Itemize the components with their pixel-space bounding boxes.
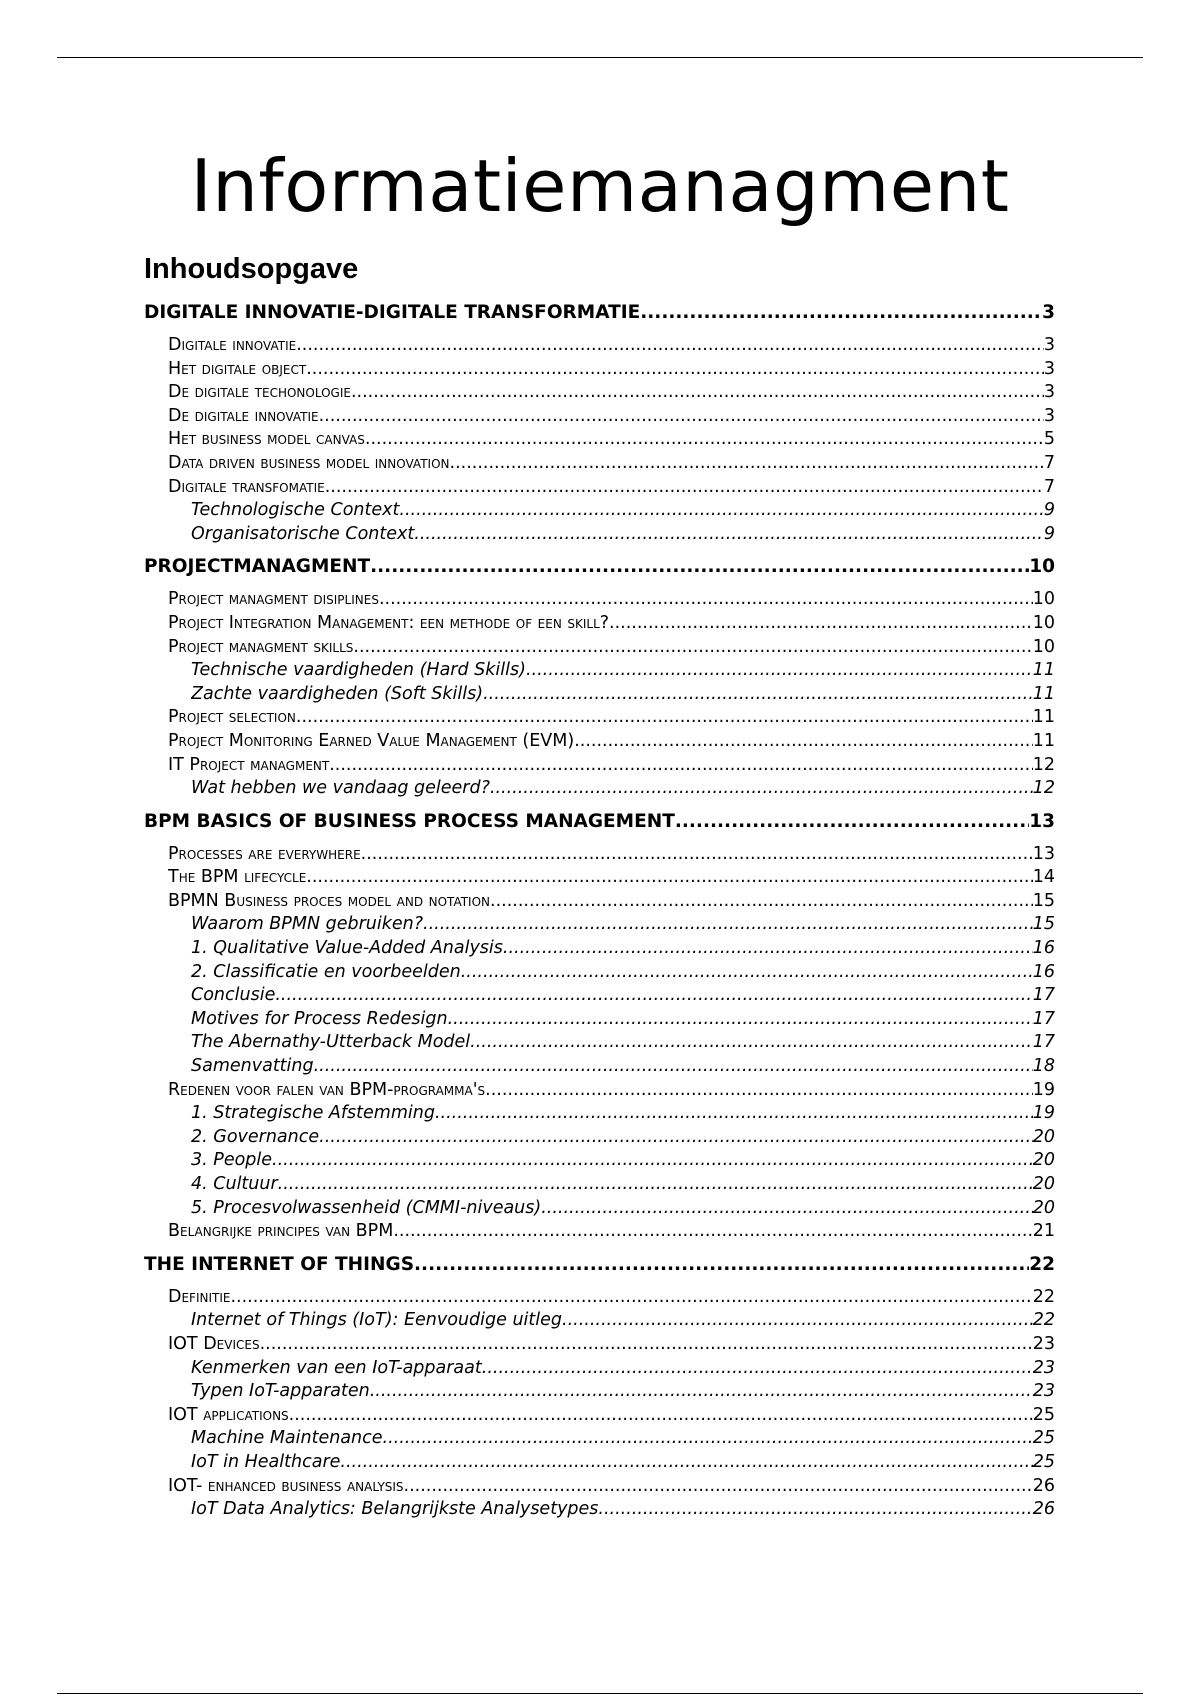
toc-subsubsection-entry[interactable]	[191, 984, 1055, 1008]
toc-subsection-entry[interactable]	[168, 452, 1055, 476]
toc-dot-leader	[370, 552, 1029, 582]
toc-dot-leader	[306, 358, 1044, 382]
toc-entry-page-number: 12	[1032, 778, 1055, 799]
toc-entry-page-number: 11	[1032, 660, 1055, 681]
toc-entry-page-number: 17	[1032, 1008, 1055, 1029]
toc-entry-page-number: 15	[1032, 890, 1055, 911]
toc-dot-leader	[541, 1197, 1032, 1221]
toc-subsection-entry[interactable]	[168, 1475, 1055, 1499]
toc-dot-leader	[503, 937, 1033, 961]
toc-dot-leader	[461, 961, 1033, 985]
toc-entry-page-number: 20	[1032, 1150, 1055, 1171]
toc-dot-leader	[414, 523, 1044, 547]
toc-entry-label: Belangrijke principes van BPM	[168, 1221, 394, 1242]
toc-entry-label: Kenmerken van een IoT-apparaat	[191, 1357, 482, 1378]
toc-entry-page-number: 23	[1032, 1381, 1055, 1402]
toc-entry-page-number: 22	[1032, 1310, 1055, 1331]
toc-dot-leader	[393, 1220, 1032, 1244]
toc-subsubsection-entry[interactable]	[191, 1008, 1055, 1032]
toc-entry-label: THE INTERNET OF THINGS	[144, 1253, 415, 1275]
toc-subsubsection-entry[interactable]	[191, 1197, 1055, 1221]
toc-entry-label: BPM BASICS OF BUSINESS PROCESS MANAGEMENT	[144, 810, 675, 832]
toc-entry-page-number: 11	[1032, 707, 1055, 728]
toc-entry-page-number: 20	[1032, 1126, 1055, 1147]
toc-subsection-entry[interactable]	[168, 754, 1055, 778]
toc-entry-page-number: 7	[1043, 476, 1055, 497]
toc-subsubsection-entry[interactable]	[191, 683, 1055, 707]
toc-entry-page-number: 14	[1032, 867, 1055, 888]
toc-entry-label: 1. Qualitative Value-Added Analysis	[191, 938, 503, 959]
toc-dot-leader	[574, 730, 1033, 754]
toc-dot-leader	[414, 1250, 1029, 1280]
toc-entry-page-number: 22	[1032, 1286, 1055, 1307]
toc-entry-label: Definitie	[168, 1286, 231, 1307]
toc-entry-page-number: 13	[1032, 843, 1055, 864]
toc-entry-page-number: 23	[1032, 1357, 1055, 1378]
toc-subsection-entry[interactable]	[168, 334, 1055, 358]
toc-dot-leader	[485, 1079, 1033, 1103]
toc-subsection-entry[interactable]	[168, 1079, 1055, 1103]
toc-subsection-entry[interactable]	[168, 381, 1055, 405]
toc-entry-page-number: 25	[1032, 1451, 1055, 1472]
toc-dot-leader	[423, 913, 1033, 937]
toc-section-entry[interactable]	[144, 298, 1055, 328]
toc-section-entry[interactable]	[144, 552, 1055, 582]
toc-entry-label: Project Monitoring Earned Value Management (EVM)	[168, 730, 575, 751]
toc-subsubsection-entry[interactable]	[191, 1126, 1055, 1150]
toc-subsection-entry[interactable]	[168, 1333, 1055, 1357]
toc-subsection-entry[interactable]	[168, 358, 1055, 382]
toc-dot-leader	[325, 476, 1044, 500]
toc-entry-label: Data driven business model innovation	[168, 452, 450, 473]
toc-entry-page-number: 25	[1032, 1428, 1055, 1449]
toc-entry-label: Het business model canvas	[168, 429, 365, 450]
toc-subsection-entry[interactable]	[168, 730, 1055, 754]
toc-entry-label: 1. Strategische Afstemming	[191, 1103, 435, 1124]
toc-dot-leader	[404, 1475, 1033, 1499]
toc-dot-leader	[319, 405, 1044, 429]
toc-entry-label: Internet of Things (IoT): Eenvoudige uitleg	[191, 1310, 563, 1331]
toc-dot-leader	[340, 1451, 1032, 1475]
toc-entry-label: Machine Maintenance	[191, 1428, 383, 1449]
toc-subsubsection-entry[interactable]	[191, 523, 1055, 547]
toc-entry-label: PROJECTMANAGMENT	[144, 556, 371, 578]
toc-subsubsection-entry[interactable]	[191, 1173, 1055, 1197]
toc-entry-label: IoT in Healthcare	[191, 1451, 341, 1472]
toc-subsubsection-entry[interactable]	[191, 1055, 1055, 1079]
toc-entry-page-number: 15	[1032, 914, 1055, 935]
toc-entry-label: De digitale techonologie	[168, 382, 351, 403]
toc-subsubsection-entry[interactable]	[191, 1357, 1055, 1381]
toc-subsubsection-entry[interactable]	[191, 1309, 1055, 1333]
toc-subsubsection-entry[interactable]	[191, 1149, 1055, 1173]
toc-entry-label: Project Integration Management: een methode of een skill?	[168, 612, 610, 633]
toc-subsubsection-entry[interactable]	[191, 937, 1055, 961]
toc-entry-label: DIGITALE INNOVATIE-DIGITALE TRANSFORMATIE	[144, 302, 641, 323]
toc-entry-page-number: 16	[1032, 938, 1055, 959]
toc-dot-leader	[278, 1173, 1033, 1197]
toc-dot-leader	[353, 636, 1032, 660]
toc-entry-label: Project managment disiplines	[168, 589, 379, 610]
toc-dot-leader	[319, 1126, 1033, 1150]
toc-entry-label: Motives for Process Redesign	[191, 1008, 448, 1029]
toc-dot-leader	[490, 890, 1033, 914]
toc-entry-label: IoT Data Analytics: Belangrijkste Analysetypes	[191, 1499, 599, 1520]
toc-entry-label: IOT applications	[168, 1404, 289, 1425]
toc-entry-page-number: 10	[1029, 556, 1055, 578]
toc-entry-page-number: 22	[1029, 1253, 1055, 1275]
toc-entry-page-number: 9	[1043, 500, 1055, 521]
toc-dot-leader	[296, 706, 1033, 730]
toc-entry-label: Waarom BPMN gebruiken?	[191, 914, 424, 935]
toc-entry-label: Digitale transfomatie	[168, 476, 325, 497]
toc-subsection-entry[interactable]	[168, 706, 1055, 730]
toc-dot-leader	[230, 1286, 1032, 1310]
toc-subsection-entry[interactable]	[168, 843, 1055, 867]
toc-section-entry[interactable]	[144, 1250, 1055, 1280]
toc-entry-label: Typen IoT-apparaten	[191, 1381, 370, 1402]
toc-subsection-entry[interactable]	[168, 1220, 1055, 1244]
toc-entry-label: Redenen voor falen van BPM-programma's	[168, 1079, 486, 1100]
document-title: Informatiemanagment	[190, 144, 1010, 228]
toc-dot-leader	[435, 1102, 1033, 1126]
toc-subsection-entry[interactable]	[168, 1286, 1055, 1310]
toc-entry-page-number: 16	[1032, 961, 1055, 982]
toc-subsection-entry[interactable]	[168, 866, 1055, 890]
toc-dot-leader	[260, 1333, 1033, 1357]
toc-subsubsection-entry[interactable]	[191, 659, 1055, 683]
toc-entry-page-number: 13	[1029, 810, 1055, 832]
toc-entry-page-number: 9	[1043, 523, 1055, 544]
toc-dot-leader	[272, 1149, 1033, 1173]
toc-entry-label: Wat hebben we vandaag geleerd?	[191, 778, 490, 799]
toc-dot-leader	[383, 1427, 1033, 1451]
toc-entry-page-number: 25	[1032, 1404, 1055, 1425]
toc-entry-page-number: 26	[1032, 1475, 1055, 1496]
toc-entry-page-number: 20	[1032, 1197, 1055, 1218]
toc-subsubsection-entry[interactable]	[191, 1031, 1055, 1055]
toc-entry-page-number: 5	[1043, 429, 1055, 450]
toc-subsubsection-entry[interactable]	[191, 1451, 1055, 1475]
toc-entry-page-number: 3	[1043, 405, 1055, 426]
toc-entry-page-number: 3	[1042, 302, 1055, 323]
toc-entry-page-number: 23	[1032, 1333, 1055, 1354]
toc-heading: Inhoudsopgave	[144, 253, 359, 285]
toc-entry-page-number: 21	[1032, 1221, 1055, 1242]
toc-entry-label: BPMN Business proces model and notation	[168, 890, 491, 911]
toc-subsubsection-entry[interactable]	[191, 913, 1055, 937]
toc-dot-leader	[379, 588, 1033, 612]
toc-dot-leader	[306, 866, 1032, 890]
toc-entry-label: Technische vaardigheden (Hard Skills)	[191, 660, 526, 681]
toc-entry-label: The Abernathy-Utterback Model	[191, 1032, 471, 1053]
toc-entry-page-number: 10	[1032, 589, 1055, 610]
toc-entry-page-number: 12	[1032, 754, 1055, 775]
toc-entry-label: Processes are everywhere	[168, 843, 361, 864]
toc-entry-label: 5. Procesvolwassenheid (CMMI-niveaus)	[191, 1197, 542, 1218]
toc-dot-leader	[483, 683, 1033, 707]
toc-dot-leader	[482, 1357, 1033, 1381]
table-of-contents	[0, 298, 1200, 1522]
toc-subsection-entry[interactable]	[168, 612, 1055, 636]
toc-entry-page-number: 19	[1032, 1103, 1055, 1124]
toc-dot-leader	[490, 777, 1033, 801]
toc-entry-label: Conclusie	[191, 985, 276, 1006]
toc-entry-page-number: 3	[1043, 382, 1055, 403]
toc-subsubsection-entry[interactable]	[191, 1498, 1055, 1522]
toc-dot-leader	[470, 1031, 1033, 1055]
toc-entry-page-number: 11	[1032, 683, 1055, 704]
toc-dot-leader	[351, 381, 1044, 405]
toc-subsection-entry[interactable]	[168, 636, 1055, 660]
toc-entry-label: Het digitale object	[168, 358, 307, 379]
toc-entry-label: Samenvatting	[191, 1056, 314, 1077]
toc-entry-page-number: 7	[1043, 452, 1055, 473]
toc-entry-page-number: 17	[1032, 985, 1055, 1006]
toc-entry-page-number: 11	[1032, 730, 1055, 751]
toc-entry-label: De digitale innovatie	[168, 405, 319, 426]
toc-dot-leader	[675, 807, 1029, 837]
header-rule	[57, 57, 1143, 58]
toc-dot-leader	[289, 1404, 1033, 1428]
toc-entry-label: 3. People	[191, 1150, 273, 1171]
toc-dot-leader	[275, 984, 1032, 1008]
toc-dot-leader	[448, 1008, 1033, 1032]
toc-subsubsection-entry[interactable]	[191, 1380, 1055, 1404]
toc-entry-label: 2. Governance	[191, 1126, 320, 1147]
toc-entry-page-number: 18	[1032, 1056, 1055, 1077]
toc-entry-label: Project selection	[168, 707, 296, 728]
toc-entry-label: Technologische Context	[191, 500, 400, 521]
toc-entry-label: 4. Cultuur	[191, 1174, 278, 1194]
toc-subsection-entry[interactable]	[168, 1404, 1055, 1428]
toc-entry-label: IOT- enhanced business analysis	[168, 1475, 404, 1496]
toc-entry-page-number: 19	[1032, 1079, 1055, 1100]
toc-entry-page-number: 20	[1032, 1174, 1055, 1194]
toc-dot-leader	[640, 298, 1042, 328]
toc-dot-leader	[361, 843, 1033, 867]
toc-subsubsection-entry[interactable]	[191, 777, 1055, 801]
toc-subsubsection-entry[interactable]	[191, 1427, 1055, 1451]
toc-dot-leader	[598, 1498, 1032, 1522]
toc-dot-leader	[370, 1380, 1033, 1404]
toc-entry-label: IT Project managment	[168, 754, 330, 775]
toc-dot-leader	[450, 452, 1044, 476]
toc-subsection-entry[interactable]	[168, 428, 1055, 452]
footer-rule	[57, 1693, 1143, 1694]
toc-subsubsection-entry[interactable]	[191, 961, 1055, 985]
toc-dot-leader	[562, 1309, 1033, 1333]
toc-dot-leader	[365, 428, 1044, 452]
toc-entry-page-number: 17	[1032, 1032, 1055, 1053]
toc-entry-page-number: 26	[1032, 1499, 1055, 1520]
toc-dot-leader	[296, 334, 1044, 358]
toc-entry-label: Project managment skills	[168, 636, 354, 657]
toc-subsubsection-entry[interactable]	[191, 1102, 1055, 1126]
toc-dot-leader	[314, 1055, 1033, 1079]
toc-dot-leader	[609, 612, 1033, 636]
toc-entry-label: Organisatorische Context	[191, 523, 415, 544]
toc-entry-label: Digitale innovatie	[168, 335, 297, 355]
toc-entry-page-number: 10	[1032, 636, 1055, 657]
toc-subsection-entry[interactable]	[168, 890, 1055, 914]
toc-dot-leader	[399, 499, 1043, 523]
toc-subsection-entry[interactable]	[168, 405, 1055, 429]
toc-section-entry[interactable]	[144, 807, 1055, 837]
toc-entry-page-number: 3	[1043, 358, 1055, 379]
toc-subsubsection-entry[interactable]	[191, 499, 1055, 523]
toc-entry-label: IOT Devices	[168, 1333, 260, 1354]
toc-entry-label: Zachte vaardigheden (Soft Skills)	[191, 683, 484, 704]
toc-subsection-entry[interactable]	[168, 588, 1055, 612]
toc-entry-page-number: 3	[1043, 335, 1055, 355]
toc-subsection-entry[interactable]	[168, 476, 1055, 500]
toc-entry-label: The BPM lifecycle	[168, 867, 307, 888]
toc-entry-label: 2. Classificatie en voorbeelden	[191, 961, 461, 982]
toc-dot-leader	[329, 754, 1032, 778]
toc-dot-leader	[526, 659, 1033, 683]
toc-entry-page-number: 10	[1032, 612, 1055, 633]
